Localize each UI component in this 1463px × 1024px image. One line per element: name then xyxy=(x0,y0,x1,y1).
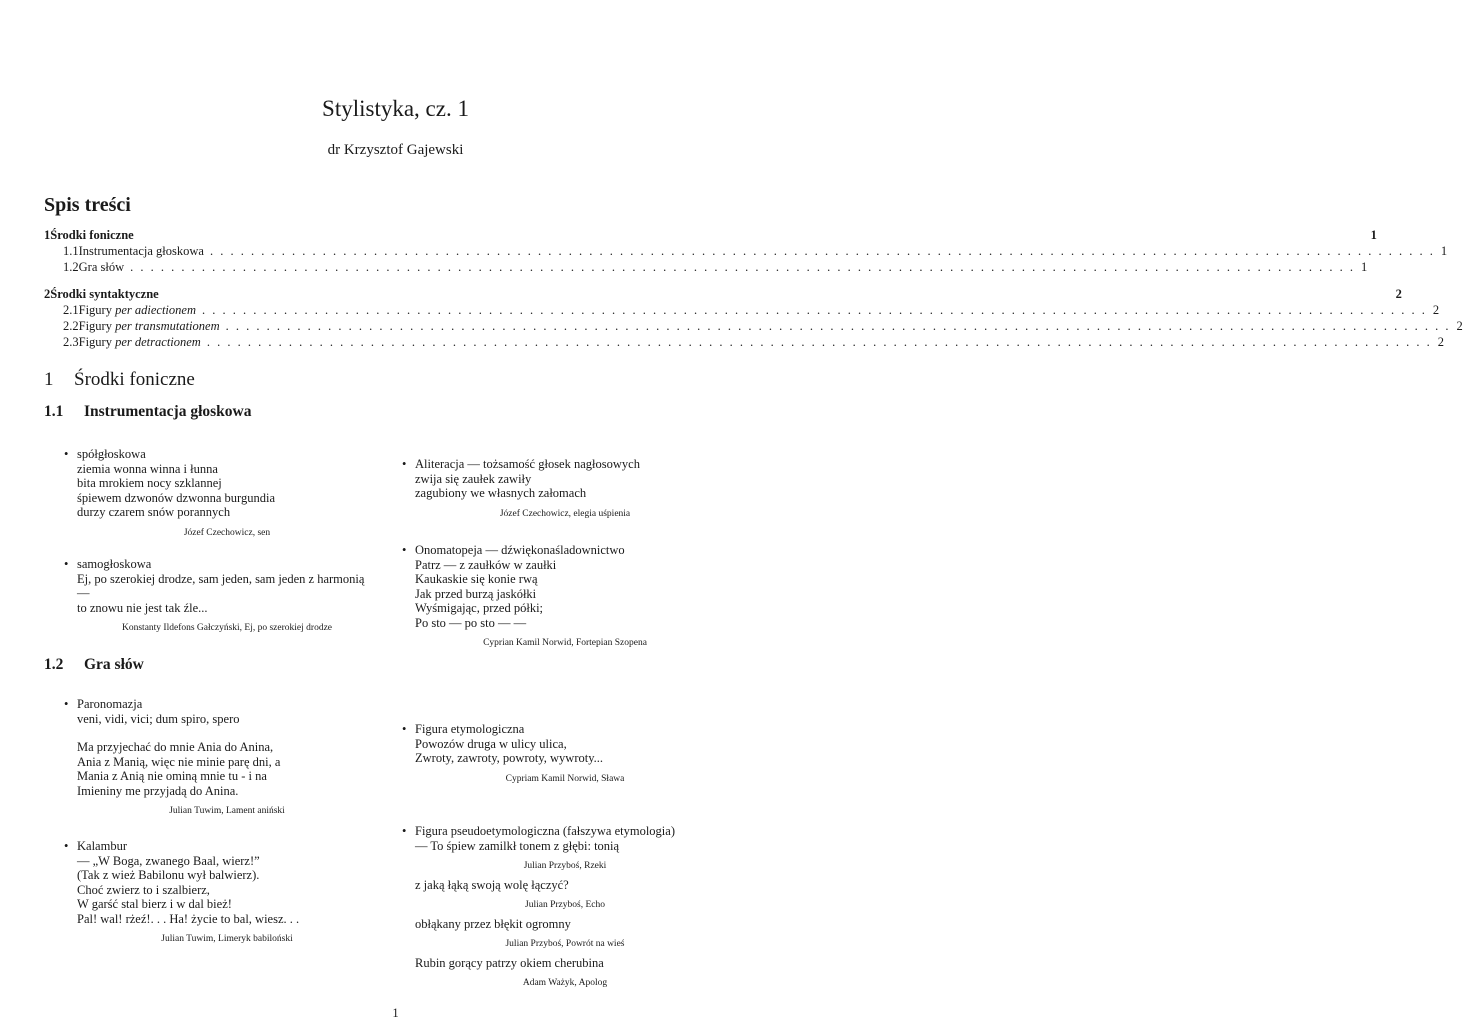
poem-line: Po sto — po sto — — xyxy=(415,615,527,630)
toc-entry-label: Instrumentacja głoskowa xyxy=(78,244,204,258)
bullet-icon: • xyxy=(402,824,407,838)
toc-entry-page: 1 xyxy=(1360,260,1368,274)
poem-line: to znowu nie jest tak źle... xyxy=(77,600,208,615)
toc-entry-number: 1 xyxy=(44,228,51,242)
list-item xyxy=(402,722,715,790)
toc-entry-label: Środki syntaktyczne xyxy=(50,287,159,301)
toc-entry[interactable] xyxy=(44,228,1377,244)
subsection-number: 1.2 xyxy=(44,656,64,673)
poem-line: Ania z Manią, więc nie minie parę dni, a xyxy=(77,754,281,769)
quote-attribution: Julian Przyboś, Echo xyxy=(525,900,605,910)
poem-line: zwija się zaułek zawiły xyxy=(415,471,532,486)
toc-entry-number: 2.1 xyxy=(63,303,79,317)
toc-entry-number: 2.2 xyxy=(63,319,79,333)
toc-entry-number: 1.2 xyxy=(63,260,79,274)
bullet-icon: • xyxy=(402,722,407,736)
quote-attribution: Adam Ważyk, Apolog xyxy=(522,978,608,988)
quote-attribution: Konstanty Ildefons Gałczyński, Ej, po szerokiej drodze xyxy=(122,623,332,633)
item-heading xyxy=(64,839,377,854)
bullet-icon: • xyxy=(402,543,407,557)
toc-entry-page: 1 xyxy=(1370,228,1377,242)
toc-entry-page: 2 xyxy=(1395,287,1402,301)
poem-line: Zwroty, zawroty, powroty, wywroty... xyxy=(415,751,604,765)
item-heading-text: Kalambur xyxy=(77,839,127,853)
quote-attribution: Józef Czechowicz, sen xyxy=(183,527,271,538)
item-heading xyxy=(64,447,377,462)
toc-leader-dots: . . . . . . . . . . . . . . . . . . . . . . . . . . . . . . . . . . . . . . . . . . . . . . . . . . . . . . . . . . . . . . . . . . . . . . . . . . . . . . . . . . . . . . . . . . . . . . . . . . . . . . . . . . . . . . . . . . . . . . . . xyxy=(201,303,1427,317)
quote-attribution: Julian Tuwim, Limeryk babiloński xyxy=(161,934,293,944)
section-heading xyxy=(44,369,195,391)
subsection-title: Gra słów xyxy=(84,656,144,673)
toc-entry-label: Figury per adiectionem xyxy=(78,303,196,317)
poem-line: z jaką łąką swoją wolę łączyć? xyxy=(415,877,569,892)
poem-line: obłąkany przez błękit ogromny xyxy=(415,916,571,931)
item-heading-text: spółgłoskowa xyxy=(77,447,146,461)
item-heading-text: Onomatopeja — dźwiękonaśladownictwo xyxy=(415,543,625,557)
poem-line: Wyśmigając, przed półki; xyxy=(415,601,544,615)
blank-line xyxy=(77,726,377,740)
bullet-icon: • xyxy=(402,457,407,471)
poem-line: Powozów druga w ulicy ulica, xyxy=(415,736,567,751)
poem-line: veni, vidi, vici; dum spiro, spero xyxy=(77,711,240,726)
poem-line: zagubiony we własnych załomach xyxy=(415,486,587,500)
toc-entry-label: Figury per detractionem xyxy=(78,335,201,349)
page-number: 1 xyxy=(392,1006,399,1020)
toc-entry[interactable] xyxy=(44,303,1440,319)
list-item xyxy=(64,447,377,544)
poem-line: śpiewem dzwonów dzwonna burgundia xyxy=(77,490,275,505)
toc-entry-page: 1 xyxy=(1440,244,1448,258)
list-item xyxy=(64,697,377,823)
item-heading xyxy=(402,457,715,472)
toc-entry[interactable] xyxy=(44,319,1463,335)
subsection-number: 1.1 xyxy=(44,403,64,420)
poem-line: (Tak z wież Babilonu wył balwierz). xyxy=(77,868,260,882)
toc-entry-page: 2 xyxy=(1432,303,1440,317)
item-heading xyxy=(402,543,715,558)
poem-line: durzy czarem snów porannych xyxy=(77,505,231,519)
poem-line: Choć zwierz to i szalbierz, xyxy=(77,882,210,897)
item-heading-text: Figura pseudoetymologiczna (fałszywa etymologia) xyxy=(415,824,675,838)
poem-line: Patrz — z zaułków w zaułki xyxy=(415,557,557,572)
poem-line: Rubin gorący patrzy okiem cherubina xyxy=(415,955,604,970)
list-item xyxy=(402,543,715,655)
toc-entry-number: 2.3 xyxy=(63,335,79,349)
toc-entry-label: Środki foniczne xyxy=(50,228,134,242)
item-heading xyxy=(64,557,377,572)
quote-attribution: Julian Przyboś, Rzeki xyxy=(523,861,607,871)
bullet-icon: • xyxy=(64,447,69,461)
poem-line: — „W Boga, zwanego Baal, wierz!” xyxy=(77,853,260,868)
toc-entry-label: Figury per transmutationem xyxy=(78,319,220,333)
bullet-icon: • xyxy=(64,839,69,853)
poem-line: Mania z Anią nie ominą mnie tu - i na xyxy=(77,769,267,783)
quote-attribution: Julian Przyboś, Powrót na wieś xyxy=(505,939,625,949)
quote-attribution: Julian Tuwim, Lament aniński xyxy=(169,806,285,816)
subsection-heading xyxy=(44,656,144,674)
poem-line: — To śpiew zamilkł tonem z głębi: tonią xyxy=(415,838,620,853)
quote-attribution: Cyprian Kamil Norwid, Fortepian Szopena xyxy=(483,638,647,648)
item-heading xyxy=(64,697,377,712)
list-item xyxy=(402,457,715,525)
list-item xyxy=(64,839,377,951)
quote-attribution: Józef Czechowicz, elegia uśpienia xyxy=(499,508,631,519)
subsection-heading xyxy=(44,403,252,421)
bullet-icon: • xyxy=(64,697,69,711)
toc-entry[interactable] xyxy=(44,335,1444,351)
poem-line: Ej, po szerokiej drodze, sam jeden, sam jeden z harmonią xyxy=(77,571,365,586)
toc-entry-label: Gra słów xyxy=(78,260,125,274)
document-author: dr Krzysztof Gajewski xyxy=(327,142,464,158)
list-item xyxy=(64,557,377,640)
toc-leader-dots: . . . . . . . . . . . . . . . . . . . . . . . . . . . . . . . . . . . . . . . . . . . . . . . . . . . . . . . . . . . . . . . . . . . . . . . . . . . . . . . . . . . . . . . . . . . . . . . . . . . . . . . . . . . . . . . . . . . . . . . . xyxy=(130,260,1355,274)
document-title: Stylistyka, cz. 1 xyxy=(322,96,469,121)
subsection-title: Instrumentacja głoskowa xyxy=(84,403,252,420)
item-heading-text: samogłoskowa xyxy=(77,557,152,571)
toc-entry[interactable] xyxy=(44,260,1368,276)
item-heading-text: Figura etymologiczna xyxy=(415,722,525,736)
toc-entry[interactable] xyxy=(44,287,1402,303)
item-heading-text: Aliteracja — tożsamość głosek nagłosowych xyxy=(415,457,640,471)
item-heading xyxy=(402,824,715,839)
poem-line: Pal! wal! rżeź!. . . Ha! życie to bal, wiesz. . . xyxy=(77,911,300,926)
bullet-icon: • xyxy=(64,557,69,571)
poem-line: W garść stal bierz i w dal bież! xyxy=(77,897,232,911)
toc-entry-number: 2 xyxy=(44,287,51,301)
section-title: Środki foniczne xyxy=(74,369,195,390)
toc-leader-dots: . . . . . . . . . . . . . . . . . . . . . . . . . . . . . . . . . . . . . . . . . . . . . . . . . . . . . . . . . . . . . . . . . . . . . . . . . . . . . . . . . . . . . . . . . . . . . . . . . . . . . . . . . . . . . . . . . . . . . . . . xyxy=(209,244,1435,258)
poem-line: Kaukaskie się konie rwą xyxy=(415,572,538,586)
quote-attribution: Cypriam Kamil Norwid, Sława xyxy=(505,773,625,784)
poem-line: Imieniny me przyjadą do Anina. xyxy=(77,783,239,798)
poem-line: — xyxy=(77,586,90,600)
poem-line: Jak przed burzą jaskółki xyxy=(415,586,537,601)
poem-line: Ma przyjechać do mnie Ania do Anina, xyxy=(77,740,274,754)
toc-heading: Spis treści xyxy=(44,194,131,216)
toc-leader-dots: . . . . . . . . . . . . . . . . . . . . . . . . . . . . . . . . . . . . . . . . . . . . . . . . . . . . . . . . . . . . . . . . . . . . . . . . . . . . . . . . . . . . . . . . . . . . . . . . . . . . . . . . . . . . . . . . . . . . . . . . xyxy=(225,319,1451,333)
toc-entry-page: 2 xyxy=(1437,335,1444,349)
list-item xyxy=(402,824,715,995)
toc-entry-number: 1.1 xyxy=(63,244,79,258)
toc-entry-page: 2 xyxy=(1456,319,1463,333)
poem-line: bita mrokiem nocy szklannej xyxy=(77,476,222,490)
toc-leader-dots: . . . . . . . . . . . . . . . . . . . . . . . . . . . . . . . . . . . . . . . . . . . . . . . . . . . . . . . . . . . . . . . . . . . . . . . . . . . . . . . . . . . . . . . . . . . . . . . . . . . . . . . . . . . . . . . . . . . . . . . . xyxy=(206,335,1432,349)
item-heading xyxy=(402,722,715,737)
toc-entry[interactable] xyxy=(44,244,1448,260)
poem-line: ziemia wonna winna i łunna xyxy=(77,461,218,476)
section-number: 1 xyxy=(44,369,54,390)
item-heading-text: Paronomazja xyxy=(77,697,143,711)
